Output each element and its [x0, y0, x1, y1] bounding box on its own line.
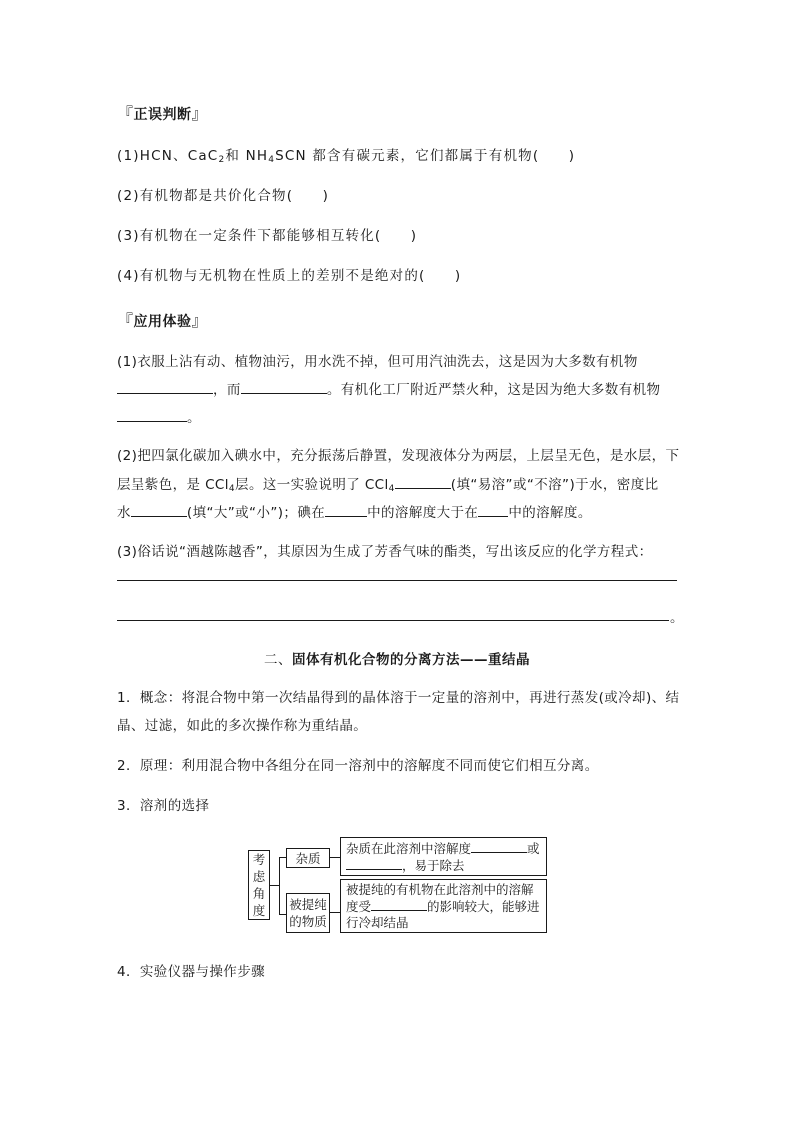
diagram-root-box: 考 虑 角 度 [248, 850, 270, 920]
q3-line-1: (3)俗话说“酒越陈越香”，其原因为生成了芳香气味的酯类，写出该反应的化学方程式： [117, 544, 653, 560]
q1-line-3: 。 [117, 406, 201, 426]
judgement-item-3: (3)有机物在一定条件下都能够相互转化( ) [117, 228, 418, 244]
judgement-item-2: (2)有机物都是共价化合物( ) [117, 188, 330, 204]
bracket-close: 』 [191, 104, 209, 123]
connector [279, 857, 286, 858]
connector [330, 857, 340, 858]
part2-title: 二、固体有机化合物的分离方法——重结晶 [264, 652, 530, 668]
heading-judgement [117, 101, 208, 124]
solvent-selection: 3．溶剂的选择 [117, 798, 210, 814]
answer-blank[interactable] [131, 515, 187, 517]
connector [279, 857, 280, 915]
answer-blank[interactable] [325, 515, 367, 517]
q2-line-1: (2)把四氯化碳加入碘水中，充分振荡后静置，发现液体分为两层，上层呈无色，是水层，下 [117, 448, 680, 464]
connector [279, 914, 286, 915]
connector [330, 912, 340, 913]
diagram-purified-box: 被提纯 的物质 [286, 893, 330, 933]
q2-line-2: 层呈紫色，是 CCl$_4$层。这一实验说明了 CCl$_4$ (填“易溶”或“不溶”)于水，密度比 [117, 477, 659, 494]
diagram-impurity-box: 杂质 [286, 848, 330, 868]
judgement-item-4: (4)有机物与无机物在性质上的差别不是绝对的( ) [117, 268, 462, 284]
instruments-steps: 4．实验仪器与操作步骤 [117, 964, 265, 980]
heading-application: 『应用体验』 [117, 311, 209, 330]
heading-application-text: 应用体验 [133, 314, 192, 330]
answer-blank[interactable] [471, 851, 527, 853]
q1-line-1: (1)衣服上沾有动、植物油污，用水洗不掉，但可用汽油洗去，这是因为大多数有机物 [117, 354, 638, 370]
judgement-item-1: (1)HCN、CaC$_2$和 $NH_4SCN$ 都含有碳元素，它们都属于有机物( ) [117, 148, 576, 165]
answer-blank[interactable] [371, 909, 427, 911]
bracket-open: 『 [117, 104, 134, 123]
answer-blank[interactable] [346, 868, 402, 870]
connector [270, 885, 279, 886]
answer-blank[interactable] [241, 392, 327, 394]
concept-line-2: 晶、过滤，如此的多次操作称为重结晶。 [117, 718, 368, 734]
answer-blank[interactable] [478, 515, 508, 517]
answer-rule-1[interactable] [117, 580, 677, 581]
answer-blank[interactable] [117, 392, 213, 394]
answer-rule-2[interactable] [117, 620, 669, 621]
q2-line-3: 水 (填“大”或“小”)；碘在 中的溶解度大于在 中的溶解度。 [117, 505, 592, 521]
principle-line: 2．原理：利用混合物中各组分在同一溶剂中的溶解度不同而使它们相互分离。 [117, 758, 599, 774]
concept-line-1: 1．概念：将混合物中第一次结晶得到的晶体溶于一定量的溶剂中，再进行蒸发(或冷却)、结 [117, 690, 680, 706]
answer-blank[interactable] [117, 420, 187, 422]
diagram-purified-desc: 被提纯的有机物在此溶剂中的溶解 度受 的影响较大，能够进 行冷却结晶 [340, 879, 547, 933]
diagram-impurity-desc: 杂质在此溶剂中溶解度 或 ，易于除去 [340, 837, 547, 876]
answer-blank[interactable] [395, 487, 451, 489]
heading-judgement-text: 正误判断 [133, 107, 192, 123]
q1-line-2: ，而 。有机化工厂附近严禁火种，这是因为绝大多数有机物 [117, 378, 660, 398]
q3-end-period: 。 [670, 610, 684, 626]
